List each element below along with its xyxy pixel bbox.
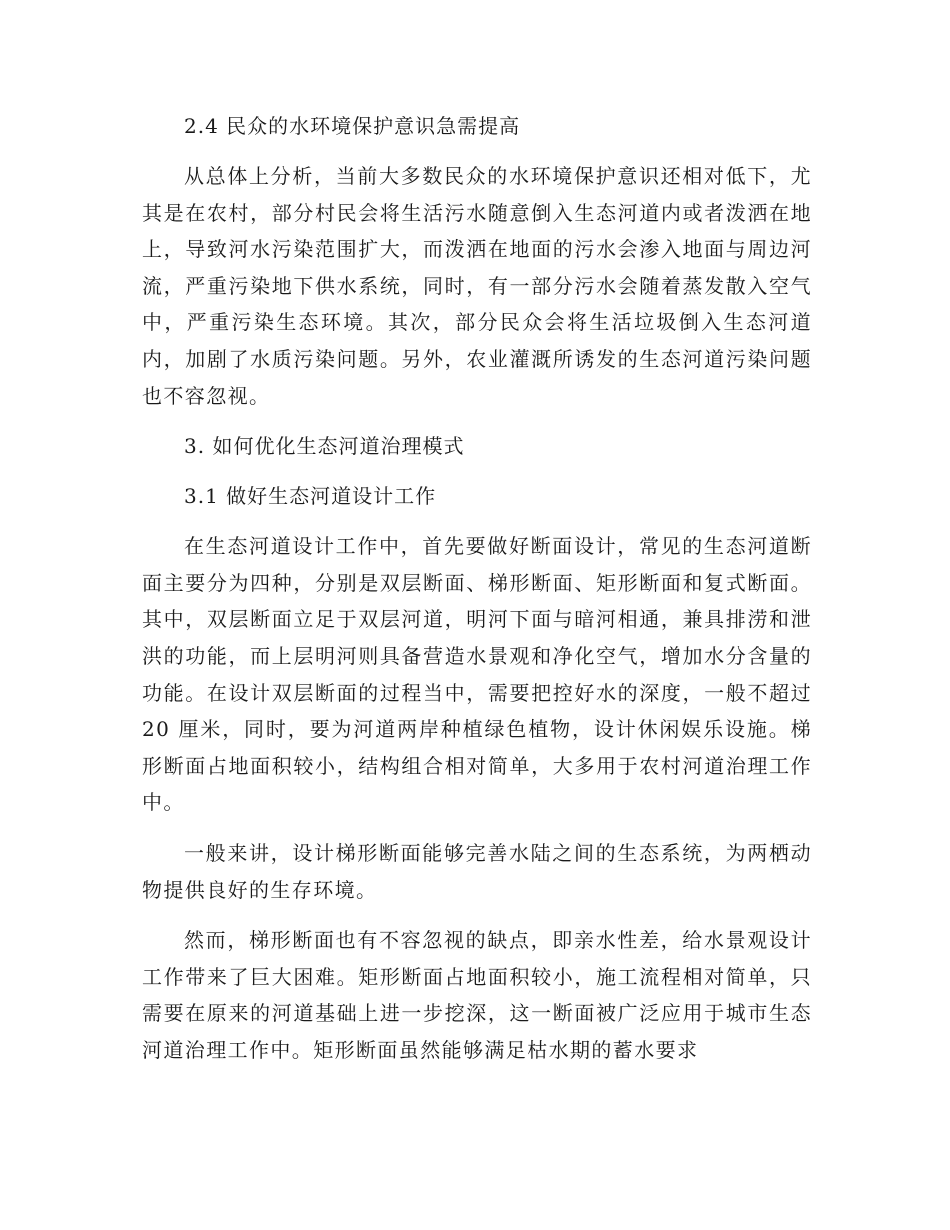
section-heading-3-1: 3.1 做好生态河道设计工作 bbox=[184, 484, 437, 509]
paragraph-trapezoid-drawback: 然而，梯形断面也有不容忽视的缺点，即亲水性差，给水景观设计工作带来了巨大困难。矩形断面占地面积较小，施工流程相对简单，只需要在原来的河道基础上进一步挖深，这一断面被广泛应用于城市生态河道治理工作中。矩形断面虽然能够满足枯水期的蓄水要求 bbox=[142, 928, 812, 1062]
paragraph-section-design: 在生态河道设计工作中，首先要做好断面设计，常见的生态河道断面主要分为四种，分别是双层断面、梯形断面、矩形断面和复式断面。其中，双层断面立足于双层河道，明河下面与暗河相通，兼具排涝和泄洪的功能，而上层明河则具备营造水景观和净化空气，增加水分含量的功能。在设计双层断面的过程当中，需要把控好水的深度，一般不超过 20 厘米，同时，要为河道两岸种植绿色植物，设计休闲娱乐设施。梯形断面占地面积较小，结构组合相对简单，大多用于农村河道治理工作中。 bbox=[142, 534, 812, 815]
paragraph-public-awareness: 从总体上分析，当前大多数民众的水环境保护意识还相对低下，尤其是在农村，部分村民会将生活污水随意倒入生态河道内或者泼洒在地上，导致河水污染范围扩大，而泼洒在地面的污水会渗入地面与周边河流，严重污染地下供水系统，同时，有一部分污水会随着蒸发散入空气中，严重污染生态环境。其次，部分民众会将生活垃圾倒入生态河道内，加剧了水质污染问题。另外，农业灌溉所诱发的生态河道污染问题也不容忽视。 bbox=[142, 164, 812, 408]
section-heading-2-4: 2.4 民众的水环境保护意识急需提高 bbox=[184, 114, 521, 138]
paragraph-trapezoid-benefit: 一般来讲，设计梯形断面能够完善水陆之间的生态系统，为两栖动物提供良好的生存环境。 bbox=[142, 840, 812, 902]
section-heading-3: 3. 如何优化生态河道治理模式 bbox=[184, 434, 465, 459]
document-page bbox=[142, 108, 812, 1082]
